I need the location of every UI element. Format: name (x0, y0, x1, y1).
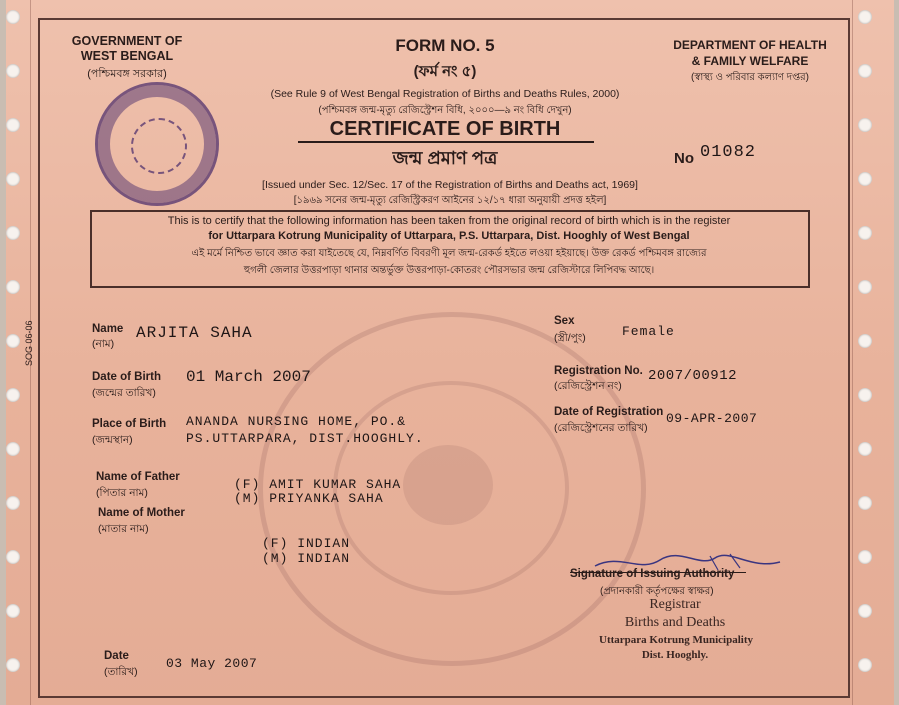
dor-value: 09-APR-2007 (666, 411, 758, 426)
feed-hole (6, 388, 20, 402)
dob-label: Date of Birth (92, 371, 161, 383)
cert-no-value: 01082 (700, 143, 757, 162)
dor-label-bn: (রেজিস্ট্রেশনের তারিখ) (554, 422, 648, 434)
dob-value: 01 March 2007 (186, 368, 311, 386)
govt-line1: GOVERNMENT OF (71, 34, 183, 48)
date-label: Date (104, 650, 129, 662)
name-label-bn: (নাম) (92, 338, 115, 350)
feed-hole (6, 604, 20, 618)
nationality-father: (F) INDIAN (262, 536, 351, 551)
perforation-line-right (852, 0, 853, 705)
regno-label-bn: (রেজিস্ট্রেশন নং) (554, 380, 622, 392)
seal-emblem-small (131, 118, 187, 174)
feed-hole (858, 172, 872, 186)
certificate-title-bn: জন্ম প্রমাণ পত্র (392, 148, 498, 168)
govt-line2: WEST BENGAL (80, 49, 174, 63)
certify-line1: This is to certify that the following information has been taken from the original record of birth which is in the register (167, 215, 731, 227)
feed-hole (6, 334, 20, 348)
feed-hole (858, 280, 872, 294)
sex-value: Female (622, 324, 675, 339)
feed-hole (858, 10, 872, 24)
feed-hole (6, 64, 20, 78)
form-number: FORM NO. 5 (395, 36, 495, 55)
regno-value: 2007/00912 (648, 368, 738, 384)
mother-label: Name of Mother (98, 507, 185, 519)
mother-value: (M) PRIYANKA SAHA (234, 491, 384, 506)
feed-hole (6, 442, 20, 456)
date-label-bn: (তারিখ) (104, 666, 138, 678)
feed-hole (858, 496, 872, 510)
feed-hole (858, 550, 872, 564)
pob-value-line1: ANANDA NURSING HOME, PO.& (186, 414, 407, 429)
father-label: Name of Father (96, 471, 180, 483)
issued-note: [Issued under Sec. 12/Sec. 17 of the Registration of Births and Deaths act, 1969] (262, 179, 638, 191)
signature-label-bn: (প্রদানকারী কর্তৃপক্ষের স্বাক্ষর) (600, 586, 714, 597)
dob-label-bn: (জন্মের তারিখ) (92, 387, 156, 399)
stamp-line3: Uttarpara Kotrung Municipality (599, 634, 753, 646)
feed-hole (858, 604, 872, 618)
dor-label: Date of Registration (554, 406, 664, 418)
pob-label: Place of Birth (92, 418, 167, 430)
feed-hole (858, 334, 872, 348)
stamp-line2: Births and Deaths (624, 615, 726, 630)
signature-label: Signature of Issuing Authority (570, 568, 735, 580)
date-value: 03 May 2007 (166, 656, 258, 671)
feed-hole (858, 118, 872, 132)
certify-line2: for Uttarpara Kotrung Municipality of Uttarpara, P.S. Uttarpara, Dist. Hooghly of West Bengal (208, 230, 690, 242)
stamp-line4: Dist. Hooghly. (641, 649, 709, 661)
feed-hole (858, 658, 872, 672)
pob-value-line2: PS.UTTARPARA, DIST.HOOGHLY. (186, 431, 424, 446)
rule-note: (See Rule 9 of West Bengal Registration of Births and Deaths Rules, 2000) (270, 88, 620, 100)
name-label: Name (92, 323, 124, 335)
feed-hole (6, 226, 20, 240)
govt-bn: (পশ্চিমবঙ্গ সরকার) (87, 68, 167, 80)
father-value: (F) AMIT KUMAR SAHA (234, 477, 402, 492)
feed-hole (6, 658, 20, 672)
name-value: ARJITA SAHA (136, 324, 253, 342)
feed-hole (6, 172, 20, 186)
sex-label: Sex (554, 315, 575, 327)
feed-hole (858, 226, 872, 240)
stamp-line1: Registrar (649, 597, 701, 612)
seal-emblem (403, 445, 493, 525)
father-label-bn: (পিতার নাম) (96, 487, 148, 499)
feed-hole (858, 442, 872, 456)
issued-note-bn: [১৯৬৯ সনের জন্ম-মৃত্যু রেজিস্ট্রিকরণ আইনের ১২/১৭ ধারা অনুযায়ী প্রদত্ত হইল] (293, 195, 607, 206)
certify-line3-bn: এই মর্মে নিশ্চিত ভাবে জ্ঞাত করা যাইতেছে যে, নিম্নবর্ণিত বিবরণী মূল জন্ম-রেকর্ড হইতে লওয়া হইয়াছে। উক্ত রেকর্ড পশ্চিমবঙ্গ রাজ্যের (191, 248, 707, 259)
feed-hole (6, 10, 20, 24)
feed-hole (6, 280, 20, 294)
certificate-title: CERTIFICATE OF BIRTH (329, 118, 561, 140)
feed-hole (6, 118, 20, 132)
feed-hole (858, 388, 872, 402)
form-number-bn: (ফর্ম নং ৫) (413, 63, 477, 80)
nationality-mother: (M) INDIAN (262, 551, 351, 566)
mother-label-bn: (মাতার নাম) (98, 523, 149, 535)
feed-hole (6, 550, 20, 564)
dept-line2: & FAMILY WELFARE (691, 54, 809, 68)
feed-hole (6, 496, 20, 510)
tractor-feed-left (6, 0, 26, 705)
tractor-feed-right (858, 0, 878, 705)
regno-label: Registration No. (554, 365, 643, 377)
cert-no-label: No (674, 150, 694, 167)
margin-code: SOG 06-06 (24, 320, 34, 366)
rule-note-bn: (পশ্চিমবঙ্গ জন্ম-মৃত্যু রেজিস্ট্রেশন বিধি, ২০০০—৯ নং বিধি দেখুন) (318, 105, 572, 116)
pob-label-bn: (জন্মস্থান) (92, 434, 133, 446)
dept-bn: (স্বাস্থ্য ও পরিবার কল্যাণ দপ্তর) (690, 72, 810, 83)
certify-line4-bn: হুগলী জেলার উত্তরপাড়া থানার অন্তর্ভুক্ত উত্তরপাড়া-কোতরং পৌরসভার জন্ম রেজিস্টারে লিপিবদ্ধ আছে। (243, 265, 655, 276)
sex-label-bn: (স্ত্রী/পুং) (554, 332, 586, 344)
feed-hole (858, 64, 872, 78)
title-underline (298, 141, 594, 143)
dept-line1: DEPARTMENT OF HEALTH (673, 38, 827, 52)
